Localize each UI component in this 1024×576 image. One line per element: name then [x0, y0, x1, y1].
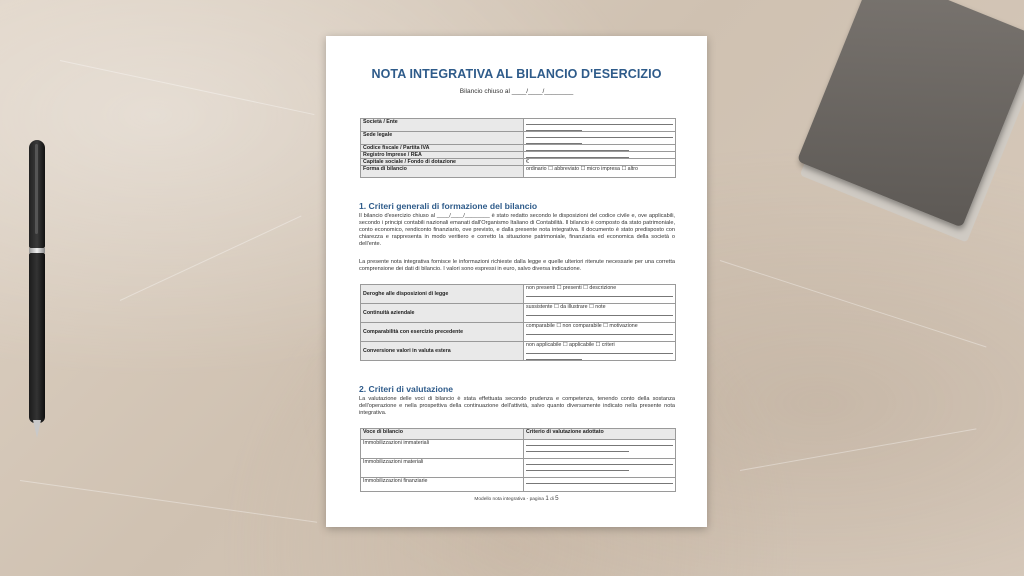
field-label: Capitale sociale / Fondo di dotazione — [361, 159, 524, 166]
table-header: Voce di bilancio — [361, 429, 524, 440]
field-value: ordinario ☐ abbreviato ☐ micro impresa ☐ altro — [524, 166, 676, 178]
field-value — [524, 145, 676, 152]
table-row: Immobilizzazioni finanziarie — [361, 478, 524, 492]
section-1-heading: 1. Criteri generali di formazione del bilancio — [359, 201, 538, 211]
criteria-options: non presenti ☐ presenti ☐ descrizione — [524, 285, 676, 304]
document-page — [326, 36, 707, 527]
notebook — [792, 0, 1024, 245]
company-info-table — [360, 118, 676, 178]
field-label: Codice fiscale / Partita IVA — [361, 145, 524, 152]
table-cell — [524, 459, 676, 478]
field-value — [524, 152, 676, 159]
criteria-label: Continuità aziendale — [361, 304, 524, 323]
table-header: Criterio di valutazione adottato — [524, 429, 676, 440]
valuation-table — [360, 428, 676, 492]
field-label: Sede legale — [361, 132, 524, 145]
field-label: Società / Ente — [361, 119, 524, 132]
section-2-heading: 2. Criteri di valutazione — [359, 384, 454, 394]
table-cell — [524, 440, 676, 459]
criteria-options: comparabile ☐ non comparabile ☐ motivazione — [524, 323, 676, 342]
pen — [24, 140, 50, 440]
criteria-options: non applicabile ☐ applicabile ☐ criteri — [524, 342, 676, 361]
section-1-paragraph-2: La presente nota integrativa fornisce le informazioni richieste dalla legge e quelle ulteriori ritenute necessarie per una corretta comprensione dei dati di bilancio. I valori sono espressi in euro, salvo diversa indicazione. — [359, 259, 675, 272]
section-1-paragraph-1: Il bilancio d'esercizio chiuso al ____/____/________ è stato redatto secondo le disposizioni del codice civile e, ove applicabili, secondo i principi contabili nazionali emanati dall'Organismo Italiano di Contabilità. Il bilancio è composto da stato patrimoniale, conto economico, rendiconto finanziario, ove previsto, e dalla presente nota integrativa. Il documento è stato predisposto con chiarezza e rappresenta in modo veritiero e corretto la situazione patrimoniale, finanziaria ed economica della società o dell'ente. — [359, 213, 675, 247]
criteria-options: sussistente ☐ da illustrare ☐ note — [524, 304, 676, 323]
field-value: € — [524, 159, 676, 166]
criteria-label: Conversione valori in valuta estera — [361, 342, 524, 361]
criteria-label: Deroghe alle disposizioni di legge — [361, 285, 524, 304]
field-label: Registro Imprese / REA — [361, 152, 524, 159]
table-cell — [524, 478, 676, 492]
field-value — [524, 132, 676, 145]
criteria-label: Comparabilità con esercizio precedente — [361, 323, 524, 342]
page-footer: Modello nota integrativa - pagina 1 di 5 — [474, 495, 559, 502]
field-label: Forma di bilancio — [361, 166, 524, 178]
criteria-table — [360, 284, 676, 361]
table-row: Immobilizzazioni materiali — [361, 459, 524, 478]
field-value — [524, 119, 676, 132]
document-subtitle: Bilancio chiuso al ____/____/________ — [459, 88, 574, 95]
section-2-paragraph: La valutazione delle voci di bilancio è stata effettuata secondo prudenza e competenza, tenendo conto della sostanza dell'operazione e nella prospettiva della continuazione dell'attività, salvo quanto diversamente indicato nella presente nota integrativa. — [359, 396, 675, 416]
document-title: NOTA INTEGRATIVA AL BILANCIO D'ESERCIZIO — [371, 67, 662, 81]
table-row: Immobilizzazioni immateriali — [361, 440, 524, 459]
